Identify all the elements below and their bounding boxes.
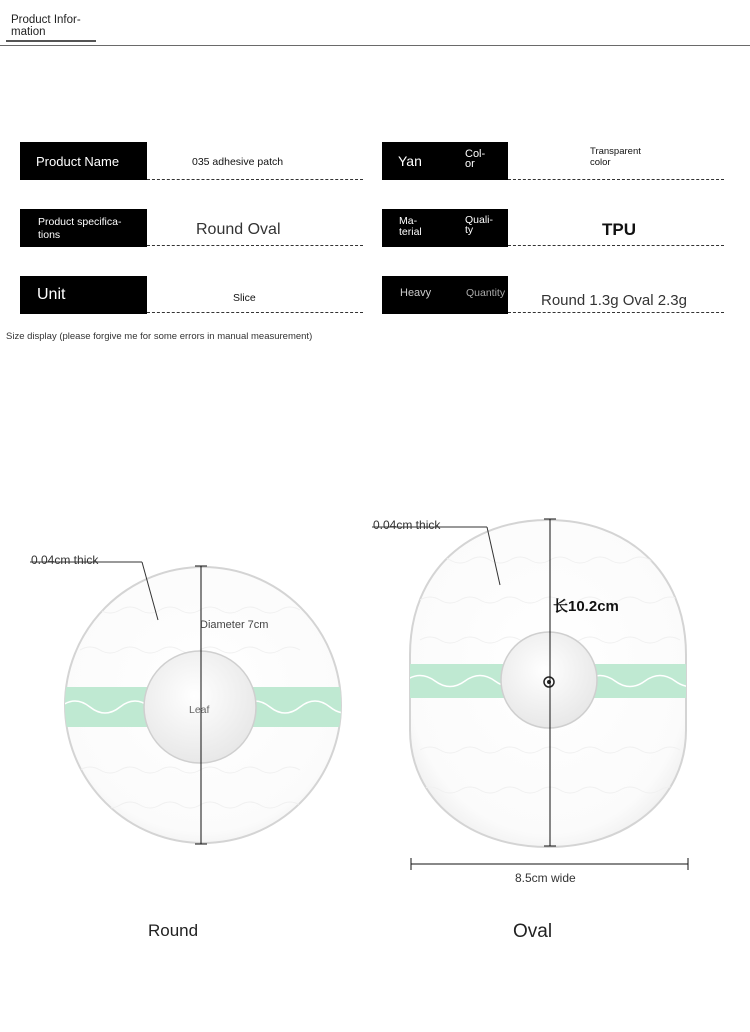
weight-label-a: Heavy	[400, 287, 432, 299]
color-label-a: Yan	[398, 153, 422, 169]
weight-label-b: Quantity	[466, 287, 506, 299]
product-name-label: Product Name	[36, 154, 120, 169]
material-label-a: Ma- terial	[399, 215, 422, 238]
material-label-b: Quali- ty	[465, 214, 494, 236]
round-center-label: Leaf	[189, 704, 210, 716]
weight-value: Round 1.3g Oval 2.3g	[541, 292, 687, 309]
oval-caption: Oval	[513, 921, 553, 942]
specification-label: Product specifica- tions	[38, 216, 122, 241]
specification-value: Round Oval	[196, 221, 281, 238]
oval-width-label: 8.5cm wide	[515, 871, 576, 885]
oval-length-label: 长10.2cm	[553, 598, 619, 615]
round-caption: Round	[148, 921, 199, 940]
color-label-b: Col- or	[465, 148, 486, 170]
unit-value: Slice	[233, 292, 256, 304]
size-note: Size display (please forgive me for some errors in manual measurement)	[6, 331, 313, 342]
oval-patch	[372, 519, 705, 870]
product-name-value: 035 adhesive patch	[192, 156, 284, 168]
oval-thickness-label: 0.04cm thick	[373, 518, 441, 532]
round-diameter-label: Diameter 7cm	[200, 619, 269, 631]
unit-label: Unit	[37, 286, 66, 303]
round-patch	[30, 562, 360, 844]
material-value: TPU	[602, 220, 636, 239]
color-value: Transparent color	[590, 146, 641, 168]
round-thickness-label: 0.04cm thick	[31, 553, 99, 567]
page-title: Product Infor- mation	[11, 14, 81, 38]
